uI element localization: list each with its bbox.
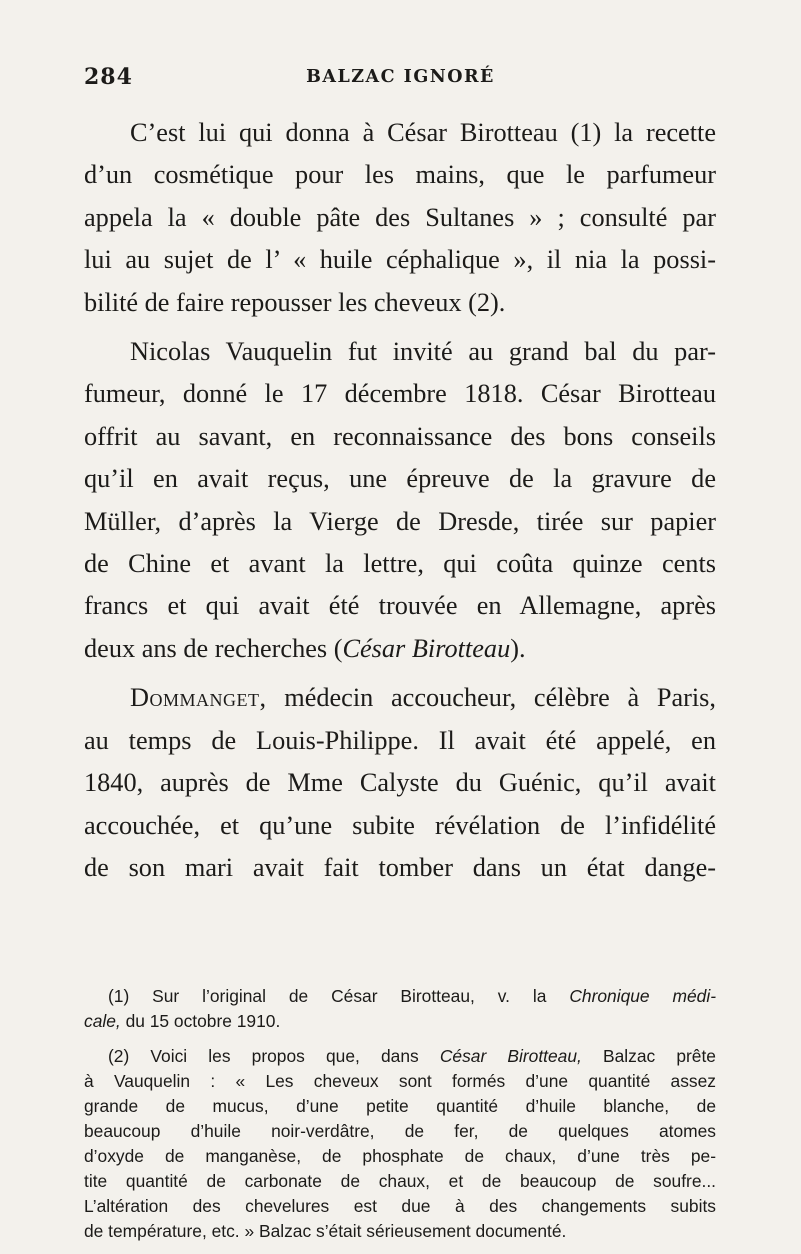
running-head: BALZAC IGNORÉ	[306, 67, 495, 87]
text-line: Nicolas Vauquelin fut invité au grand bal du par-	[130, 337, 716, 367]
text-line: de Chine et avant la lettre, qui coûta quinze cents	[84, 549, 716, 579]
text-line: beaucoup d’huile noir-verdâtre, de fer, de quelques atomes	[84, 1121, 716, 1141]
book-title: César Birotteau,	[439, 1046, 582, 1066]
text-line: L’altération des chevelures est due à des changements subits	[84, 1196, 716, 1216]
text-segment: du 15 octobre 1910.	[120, 1011, 281, 1031]
text-line: C’est lui qui donna à César Birotteau (1) la recette	[130, 118, 716, 147]
text-segment: (2) Voici les propos que, dans	[108, 1046, 440, 1066]
footnotes	[84, 984, 716, 1254]
text-segment: deux ans de recherches (	[84, 633, 343, 663]
entry-name: Dommanget,	[130, 683, 267, 713]
text-segment: Balzac prête	[581, 1046, 716, 1066]
journal-title: Chronique médi-	[569, 986, 717, 1006]
paragraph-3	[84, 677, 716, 889]
journal-title-cont: cale,	[84, 1011, 121, 1031]
text-segment: (1) Sur l’original de César Birotteau, v. la	[108, 986, 570, 1006]
text-line	[84, 984, 716, 1009]
text-line: d’un cosmétique pour les mains, que le parfumeur	[84, 160, 716, 190]
text-line: bilité de faire repousser les cheveux (2).	[84, 287, 506, 317]
text-line	[84, 1009, 716, 1034]
text-line	[84, 1044, 716, 1069]
text-line	[84, 677, 716, 719]
text-line: d’oxyde de manganèse, de phosphate de chaux, d’une très pe-	[84, 1146, 716, 1166]
text-segment: médecin accoucheur, célèbre à Paris,	[266, 683, 716, 713]
text-line: accouchée, et qu’une subite révélation de l’infidélité	[84, 810, 716, 840]
text-line: 1840, auprès de Mme Calyste du Guénic, qu’il avait	[84, 768, 716, 798]
footnote-2	[84, 1044, 716, 1244]
text-segment: ).	[510, 633, 526, 663]
paragraph-2	[84, 331, 716, 670]
text-line: de son mari avait fait tomber dans un état dange-	[84, 852, 716, 882]
text-line: tite quantité de carbonate de chaux, et de beaucoup de soufre...	[84, 1171, 716, 1191]
footnote-1	[84, 984, 716, 1034]
page-header	[84, 64, 717, 100]
book-title: César Birotteau	[342, 633, 511, 663]
paragraph-1	[84, 112, 716, 324]
text-line: Müller, d’après la Vierge de Dresde, tirée sur papier	[84, 506, 716, 536]
text-line: de température, etc. » Balzac s’était sérieusement documenté.	[84, 1221, 567, 1241]
text-line: grande de mucus, d’une petite quantité d’huile blanche, de	[84, 1096, 716, 1116]
page-number: 284	[84, 64, 133, 90]
text-line: qu’il en avait reçus, une épreuve de la gravure de	[84, 464, 716, 494]
body-text	[84, 112, 716, 896]
text-line	[84, 628, 716, 670]
text-line: à Vauquelin : « Les cheveux sont formés d’une quantité assez	[84, 1071, 716, 1091]
text-line: fumeur, donné le 17 décembre 1818. César Birotteau	[84, 379, 716, 409]
text-line: lui au sujet de l’ « huile céphalique », il nia la possi-	[84, 245, 716, 275]
text-line: au temps de Louis-Philippe. Il avait été appelé, en	[84, 725, 716, 755]
text-line: offrit au savant, en reconnaissance des bons conseils	[84, 421, 716, 451]
text-line: appela la « double pâte des Sultanes » ; consulté par	[84, 202, 716, 232]
text-line: francs et qui avait été trouvée en Allemagne, après	[84, 591, 716, 621]
